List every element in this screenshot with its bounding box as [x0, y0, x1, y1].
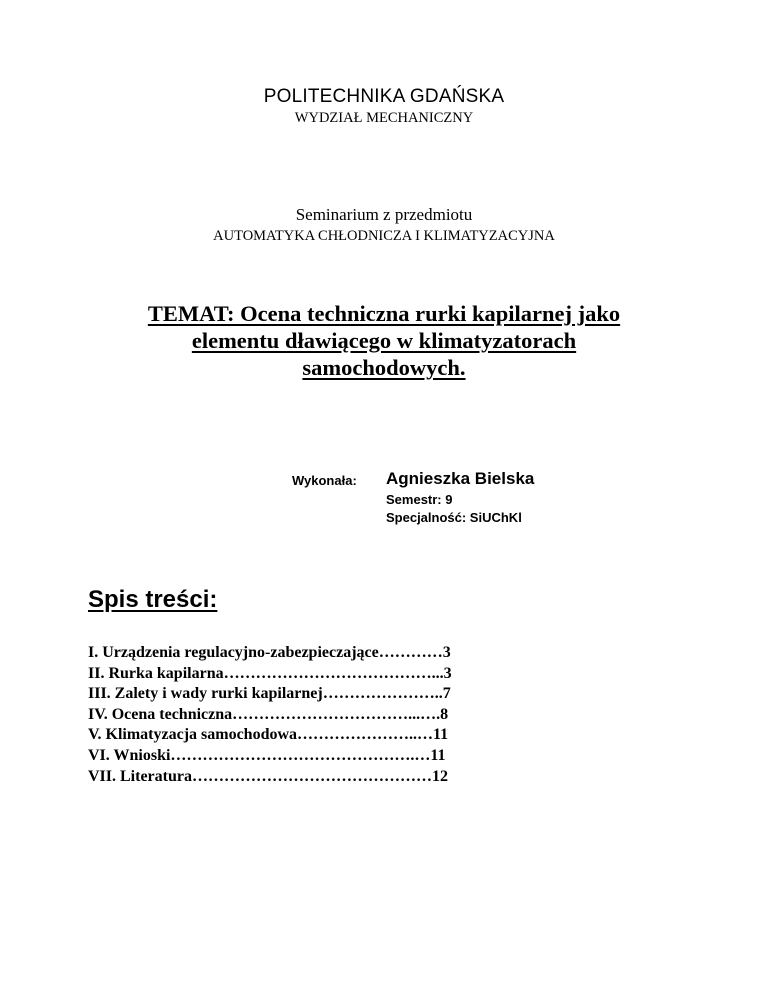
- topic-line-3: samochodowych.: [302, 355, 466, 380]
- seminar-intro: Seminarium z przedmiotu: [295, 205, 473, 224]
- topic-line-2: elementu dławiącego w klimatyzatorach: [191, 328, 577, 353]
- subject-name: AUTOMATYKA CHŁODNICZA I KLIMATYZACYJNA: [213, 228, 555, 244]
- toc-item: III. Zalety i wady rurki kapilarnej…………………..7: [88, 685, 451, 703]
- toc-heading: Spis treści:: [88, 586, 218, 613]
- topic-line-1: TEMAT: Ocena techniczna rurki kapilarnej jako: [147, 301, 621, 326]
- toc-item: VII. Literatura………………………………………12: [88, 767, 448, 785]
- toc-item: VI. Wnioski……………………………………….…11: [88, 746, 446, 764]
- author-name: Agnieszka Bielska: [386, 469, 535, 488]
- toc-item: IV. Ocena techniczna……………………………...….8: [88, 705, 449, 723]
- topic-title: [0, 300, 768, 381]
- toc-item: II. Rurka kapilarna…………………………………...3: [88, 664, 452, 682]
- author-label: Wykonała:: [292, 473, 357, 488]
- table-of-contents: [88, 643, 452, 787]
- specialty-info: Specjalność: SiUChKl: [386, 510, 522, 525]
- toc-item: V. Klimatyzacja samochodowa…………………..…11: [88, 726, 449, 744]
- toc-item: I. Urządzenia regulacyjno-zabezpieczające…………3: [88, 644, 451, 661]
- faculty-name: WYDZIAŁ MECHANICZNY: [294, 110, 474, 126]
- university-name: POLITECHNIKA GDAŃSKA: [263, 86, 505, 107]
- semester-info: Semestr: 9: [386, 492, 453, 507]
